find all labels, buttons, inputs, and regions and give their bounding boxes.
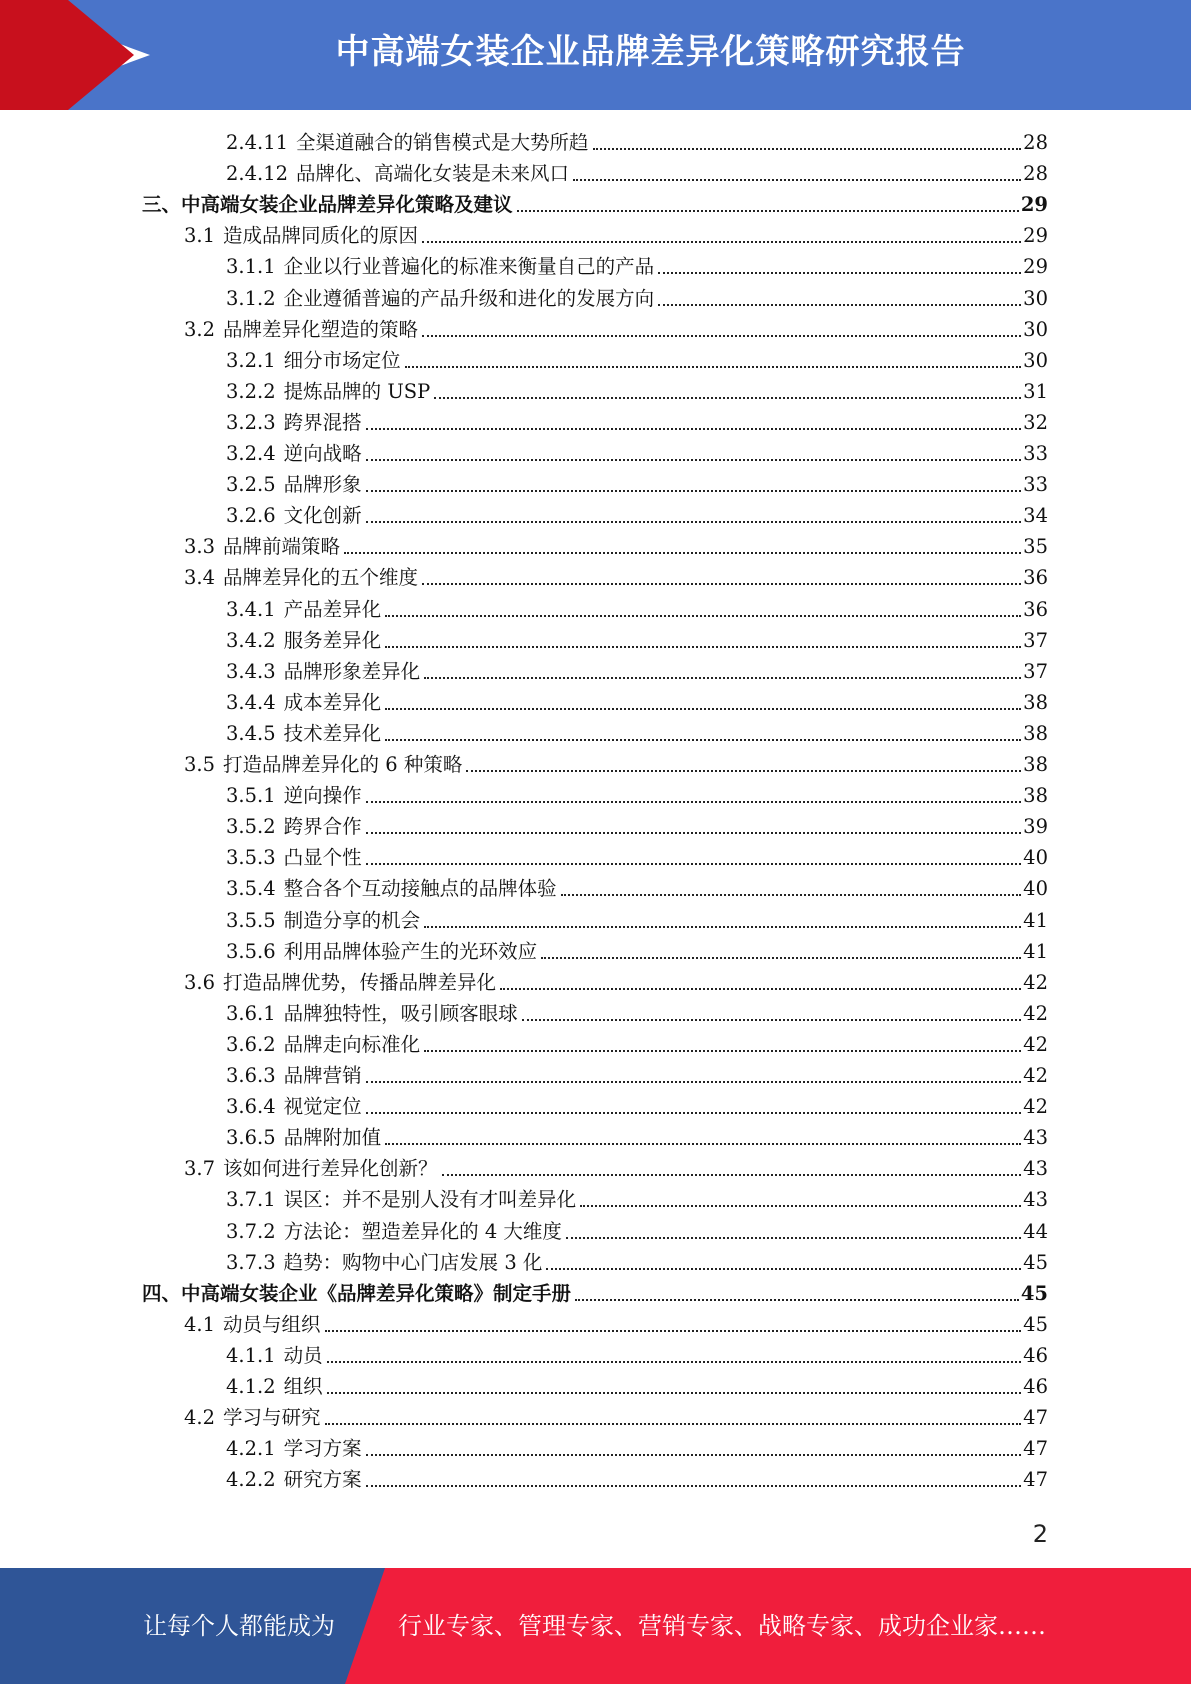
toc-entry-title: 学习与研究 (223, 1406, 321, 1430)
toc-entry-title: 品牌化、高端化女装是未来风口 (296, 162, 570, 186)
toc-entry-label (226, 780, 362, 811)
toc-dot-leader (366, 1112, 1022, 1114)
toc-dot-leader (522, 1019, 1022, 1021)
toc-dot-leader (658, 272, 1021, 274)
toc-entry-label (226, 1029, 420, 1060)
toc-entry[interactable] (226, 1060, 1048, 1091)
toc-entry-page: 39 (1023, 815, 1048, 839)
toc-dot-leader (366, 490, 1022, 492)
toc-entry-label (226, 1433, 362, 1464)
toc-entry[interactable] (142, 1278, 1048, 1309)
page-header (0, 0, 1191, 110)
toc-dot-leader (575, 1299, 1019, 1301)
toc-entry-number: 3.7.2 (226, 1219, 276, 1243)
toc-dot-leader (366, 1081, 1022, 1083)
toc-entry[interactable] (226, 905, 1048, 936)
toc-entry[interactable] (226, 687, 1048, 718)
toc-entry[interactable] (226, 469, 1048, 500)
toc-dot-leader (561, 894, 1022, 896)
page-footer (0, 1568, 1191, 1684)
toc-entry-title: 品牌独特性，吸引顾客眼球 (283, 1001, 518, 1025)
toc-entry[interactable] (184, 1153, 1048, 1184)
toc-entry-title: 三、中高端女装企业品牌差异化策略及建议 (142, 193, 513, 217)
toc-entry-title: 视觉定位 (283, 1095, 362, 1119)
toc-entry-number: 3.2.2 (226, 379, 276, 403)
footer-blue-diagonal (345, 1568, 385, 1684)
toc-entry-label (226, 594, 381, 625)
toc-entry-title: 成本差异化 (283, 690, 382, 714)
toc-entry-title: 跨界混搭 (283, 410, 362, 434)
toc-entry-page: 41 (1023, 939, 1048, 963)
toc-entry-number: 3.6.3 (226, 1064, 276, 1087)
toc-entry-page: 36 (1023, 566, 1048, 590)
toc-entry-title: 制造分享的机会 (283, 908, 421, 932)
toc-entry[interactable] (226, 842, 1048, 873)
toc-entry[interactable] (226, 780, 1048, 811)
toc-entry-title: 品牌附加值 (283, 1126, 382, 1150)
toc-entry-number: 3.5.2 (226, 815, 276, 839)
toc-entry-title: 服务差异化 (283, 628, 382, 652)
toc-entry-number: 3.2.4 (226, 442, 276, 465)
toc-entry[interactable] (226, 1340, 1048, 1371)
toc-entry-title: 品牌营销 (283, 1064, 362, 1087)
toc-entry[interactable] (226, 407, 1048, 438)
toc-entry-label (226, 842, 362, 873)
toc-entry-number: 3.6 (184, 970, 216, 994)
toc-entry[interactable] (184, 531, 1048, 562)
footer-slogan-left: 让每个人都能成为 (143, 1612, 335, 1640)
toc-dot-leader (344, 552, 1021, 554)
toc-entry[interactable] (226, 376, 1048, 407)
toc-entry-title: 品牌走向标准化 (283, 1032, 421, 1056)
toc-dot-leader (422, 335, 1021, 337)
toc-entry-title: 文化创新 (283, 504, 362, 528)
toc-entry-page: 30 (1023, 286, 1048, 310)
toc-entry-title: 品牌差异化的五个维度 (223, 566, 419, 590)
toc-entry-number: 3.6.4 (226, 1095, 276, 1119)
toc-entry-page: 43 (1023, 1157, 1048, 1181)
toc-entry-number: 3.7 (184, 1157, 216, 1181)
toc-dot-leader (366, 459, 1022, 461)
toc-entry-label (226, 718, 381, 749)
toc-entry[interactable] (226, 1216, 1048, 1247)
toc-entry-title: 细分市场定位 (283, 348, 401, 372)
toc-entry-label (226, 905, 420, 936)
toc-entry-number: 3.6.5 (226, 1126, 276, 1150)
toc-entry-label (184, 1153, 438, 1184)
toc-entry-page: 47 (1023, 1437, 1048, 1461)
toc-dot-leader (658, 304, 1021, 306)
toc-entry[interactable] (226, 998, 1048, 1029)
toc-entry[interactable] (226, 251, 1048, 282)
toc-entry-page: 37 (1023, 659, 1048, 683)
toc-entry-page: 42 (1023, 1032, 1048, 1056)
toc-entry[interactable] (226, 1091, 1048, 1122)
toc-entry-page: 47 (1023, 1468, 1048, 1492)
toc-entry-page: 44 (1023, 1219, 1048, 1243)
toc-entry-page: 45 (1023, 1250, 1048, 1274)
toc-entry-label (226, 1340, 323, 1371)
toc-entry-title: 研究方案 (283, 1468, 362, 1492)
toc-dot-leader (325, 1423, 1022, 1425)
toc-dot-leader (405, 366, 1022, 368)
toc-entry-number: 4.2.2 (226, 1468, 276, 1492)
toc-dot-leader (424, 926, 1021, 928)
toc-entry-page: 38 (1023, 784, 1048, 808)
toc-entry-label (226, 625, 381, 656)
toc-entry-label (226, 1247, 542, 1278)
toc-dot-leader (385, 739, 1021, 741)
toc-entry[interactable] (226, 1371, 1048, 1402)
toc-entry-page: 38 (1023, 721, 1048, 745)
toc-entry-page: 46 (1023, 1343, 1048, 1367)
toc-entry-title: 企业以行业普遍化的标准来衡量自己的产品 (283, 255, 655, 279)
toc-entry-page: 29 (1020, 193, 1048, 217)
toc-entry-number: 3.4.3 (226, 659, 276, 683)
toc-entry-title: 利用品牌体验产生的光环效应 (283, 939, 538, 963)
toc-entry-title: 企业遵循普遍的产品升级和进化的发展方向 (283, 286, 655, 310)
toc-dot-leader (442, 1174, 1022, 1176)
toc-dot-leader (424, 1050, 1021, 1052)
toc-entry[interactable] (226, 345, 1048, 376)
toc-entry-number: 3.1.1 (226, 255, 276, 279)
toc-entry-label (184, 314, 418, 345)
toc-entry-title: 打造品牌差异化的 6 种策略 (223, 753, 463, 776)
toc-entry-label (226, 283, 654, 314)
toc-entry-number: 3.5.5 (226, 908, 276, 932)
toc-entry-label (226, 656, 420, 687)
toc-dot-leader (566, 1237, 1021, 1239)
toc-entry-number: 3.4 (184, 566, 216, 590)
toc-entry-label (226, 469, 362, 500)
toc-dot-leader (327, 1392, 1022, 1394)
toc-entry[interactable] (226, 1433, 1048, 1464)
toc-entry-title: 整合各个互动接触点的品牌体验 (283, 877, 557, 901)
header-red-block (0, 0, 68, 110)
toc-dot-leader (366, 428, 1022, 430)
toc-entry-number: 3.5.1 (226, 784, 276, 808)
toc-entry[interactable] (226, 811, 1048, 842)
toc-entry-page: 42 (1023, 1064, 1048, 1087)
toc-entry-number: 3.2 (184, 317, 216, 341)
toc-entry-label (226, 251, 654, 282)
toc-entry[interactable] (184, 749, 1048, 780)
toc-entry-label (184, 1402, 321, 1433)
toc-entry-title: 跨界合作 (283, 815, 362, 839)
toc-entry-label (226, 345, 401, 376)
toc-entry-number: 4.1.2 (226, 1375, 276, 1398)
toc-entry-title: 品牌形象 (283, 473, 362, 497)
toc-entry-number: 3.4.1 (226, 597, 276, 621)
toc-entry-number: 3.5.4 (226, 877, 276, 901)
toc-dot-leader (500, 988, 1021, 990)
toc-dot-leader (466, 770, 1021, 772)
toc-dot-leader (366, 1454, 1022, 1456)
toc-entry-title: 造成品牌同质化的原因 (223, 224, 419, 248)
toc-entry-number: 3.1.2 (226, 286, 276, 310)
toc-entry-page: 33 (1023, 442, 1048, 465)
toc-entry-label (226, 376, 430, 407)
toc-entry[interactable] (184, 1309, 1048, 1340)
toc-entry[interactable] (226, 1247, 1048, 1278)
toc-dot-leader (325, 1330, 1022, 1332)
toc-entry-label (226, 873, 557, 904)
toc-entry[interactable] (226, 594, 1048, 625)
toc-entry-number: 2.4.12 (226, 162, 289, 186)
toc-entry-page: 40 (1023, 846, 1048, 870)
toc-entry-label (226, 438, 362, 469)
toc-dot-leader (385, 708, 1021, 710)
toc-entry-page: 32 (1023, 410, 1048, 434)
toc-entry-label (184, 531, 340, 562)
toc-entry[interactable] (226, 718, 1048, 749)
toc-entry-page: 42 (1023, 970, 1048, 994)
toc-entry-number: 3.2.6 (226, 504, 276, 528)
toc-entry-page: 40 (1023, 877, 1048, 901)
toc-entry-page: 29 (1023, 224, 1048, 248)
toc-dot-leader (327, 1361, 1022, 1363)
toc-entry-number: 3.2.5 (226, 473, 276, 497)
toc-entry-label (142, 1278, 571, 1309)
toc-entry-page: 28 (1023, 162, 1048, 186)
toc-entry-label (226, 127, 589, 158)
toc-entry[interactable] (226, 873, 1048, 904)
toc-entry-page: 36 (1023, 597, 1048, 621)
toc-entry-number: 3.5.6 (226, 939, 276, 963)
toc-entry-number: 3.6.1 (226, 1001, 276, 1025)
toc-dot-leader (573, 179, 1021, 181)
toc-dot-leader (366, 801, 1022, 803)
toc-entry-number: 3.4.2 (226, 628, 276, 652)
toc-entry-title: 方法论：塑造差异化的 4 大维度 (283, 1219, 562, 1243)
toc-entry-number: 3.4.5 (226, 721, 276, 745)
toc-entry-page: 42 (1023, 1001, 1048, 1025)
toc-entry-label (226, 407, 362, 438)
toc-entry-label (226, 811, 362, 842)
toc-dot-leader (366, 832, 1022, 834)
toc-entry-label (226, 500, 362, 531)
toc-entry-page: 38 (1023, 753, 1048, 776)
toc-entry-page: 45 (1020, 1281, 1048, 1305)
toc-entry[interactable] (226, 656, 1048, 687)
toc-entry-page: 31 (1023, 379, 1048, 403)
toc-entry-title: 全渠道融合的销售模式是大势所趋 (296, 131, 589, 154)
toc-entry-number: 3.5 (184, 753, 216, 776)
header-arrow-icon (68, 0, 134, 110)
toc-entry[interactable] (226, 500, 1048, 531)
toc-entry-number: 2.4.11 (226, 131, 289, 154)
toc-entry-label (184, 562, 418, 593)
toc-entry-title: 学习方案 (283, 1437, 362, 1461)
toc-entry-page: 28 (1023, 131, 1048, 154)
toc-entry[interactable] (184, 1402, 1048, 1433)
toc-entry-page: 30 (1023, 317, 1048, 341)
toc-entry-number: 4.2.1 (226, 1437, 276, 1461)
toc-entry-page: 47 (1023, 1406, 1048, 1430)
toc-entry-label (184, 220, 418, 251)
toc-entry-number: 3.1 (184, 224, 216, 248)
toc-entry-page: 33 (1023, 473, 1048, 497)
toc-entry[interactable] (226, 1122, 1048, 1153)
toc-entry-page: 30 (1023, 348, 1048, 372)
toc-entry[interactable] (184, 314, 1048, 345)
toc-dot-leader (385, 1143, 1021, 1145)
toc-dot-leader (366, 1485, 1022, 1487)
footer-slogan-right: 行业专家、管理专家、营销专家、战略专家、成功企业家…… (398, 1612, 1046, 1640)
toc-entry-label (226, 1060, 362, 1091)
toc-entry-number: 3.3 (184, 535, 216, 559)
toc-entry[interactable] (226, 127, 1048, 158)
toc-entry-number: 4.2 (184, 1406, 216, 1430)
toc-entry-label (184, 1309, 321, 1340)
toc-entry-title: 品牌形象差异化 (283, 659, 421, 683)
toc-entry-label (226, 1091, 362, 1122)
toc-entry-label (184, 749, 462, 780)
toc-entry-label (142, 189, 513, 220)
toc-entry-number: 3.6.2 (226, 1032, 276, 1056)
toc-entry-number: 3.2.3 (226, 410, 276, 434)
toc-dot-leader (593, 148, 1022, 150)
toc-entry-title: 该如何进行差异化创新？ (223, 1157, 438, 1181)
toc-entry-number: 3.7.3 (226, 1250, 276, 1274)
toc-entry-page: 38 (1023, 690, 1048, 714)
toc-entry-page: 37 (1023, 628, 1048, 652)
toc-entry[interactable] (226, 936, 1048, 967)
toc-dot-leader (424, 677, 1021, 679)
toc-entry[interactable] (226, 1029, 1048, 1060)
toc-entry-title: 组织 (283, 1375, 323, 1398)
toc-entry-number: 3.4.4 (226, 690, 276, 714)
toc-entry-label (226, 687, 381, 718)
toc-entry-label (226, 1122, 381, 1153)
toc-entry-page: 45 (1023, 1312, 1048, 1336)
toc-dot-leader (541, 957, 1021, 959)
toc-entry-page: 29 (1023, 255, 1048, 279)
toc-entry-label (184, 967, 496, 998)
page-number: 2 (1032, 1520, 1048, 1548)
toc-entry-number: 3.7.1 (226, 1188, 276, 1212)
toc-entry-title: 品牌差异化塑造的策略 (223, 317, 419, 341)
toc-entry-page: 43 (1023, 1126, 1048, 1150)
toc-entry-page: 34 (1023, 504, 1048, 528)
toc-entry-label (226, 1216, 562, 1247)
toc-entry[interactable] (226, 283, 1048, 314)
toc-entry-title: 趋势：购物中心门店发展 3 化 (283, 1250, 543, 1274)
toc-entry[interactable] (184, 220, 1048, 251)
toc-entry-label (226, 1184, 576, 1215)
toc-entry-title: 产品差异化 (283, 597, 382, 621)
toc-dot-leader (385, 646, 1021, 648)
toc-entry-title: 四、中高端女装企业《品牌差异化策略》制定手册 (142, 1281, 572, 1305)
toc-entry[interactable] (226, 625, 1048, 656)
toc-entry-title: 品牌前端策略 (223, 535, 341, 559)
toc-dot-leader (546, 1268, 1021, 1270)
toc-entry-page: 43 (1023, 1188, 1048, 1212)
toc-entry-title: 逆向操作 (283, 784, 362, 808)
toc-entry-title: 凸显个性 (283, 846, 362, 870)
toc-entry-label (226, 936, 537, 967)
toc-entry[interactable] (226, 1464, 1048, 1495)
toc-entry-label (226, 1371, 323, 1402)
toc-dot-leader (580, 1205, 1021, 1207)
toc-entry-title: 提炼品牌的 USP (283, 379, 431, 403)
toc-entry-page: 35 (1023, 535, 1048, 559)
toc-entry-number: 4.1 (184, 1312, 216, 1336)
toc-entry-title: 误区：并不是别人没有才叫差异化 (283, 1188, 577, 1212)
toc-entry[interactable] (184, 967, 1048, 998)
toc-dot-leader (366, 521, 1022, 523)
toc-entry-number: 3.2.1 (226, 348, 276, 372)
toc-entry-label (226, 998, 518, 1029)
toc-entry-page: 46 (1023, 1375, 1048, 1398)
toc-entry[interactable] (226, 438, 1048, 469)
toc-entry[interactable] (184, 562, 1048, 593)
toc-dot-leader (385, 615, 1021, 617)
toc-dot-leader (366, 863, 1022, 865)
toc-entry-page: 41 (1023, 908, 1048, 932)
toc-dot-leader (517, 210, 1019, 212)
toc-entry-page: 42 (1023, 1095, 1048, 1119)
toc-entry-label (226, 158, 569, 189)
toc-dot-leader (422, 583, 1021, 585)
toc-entry[interactable] (226, 1184, 1048, 1215)
toc-entry-number: 4.1.1 (226, 1343, 276, 1367)
toc-entry[interactable] (142, 189, 1048, 220)
toc-entry-title: 打造品牌优势，传播品牌差异化 (223, 970, 497, 994)
toc-entry[interactable] (226, 158, 1048, 189)
toc-dot-leader (422, 241, 1021, 243)
toc-entry-title: 逆向战略 (283, 442, 362, 465)
toc-entry-label (226, 1464, 362, 1495)
toc-entry-title: 动员 (283, 1343, 323, 1367)
report-title: 中高端女装企业品牌差异化策略研究报告 (335, 32, 966, 72)
toc-entry-title: 动员与组织 (223, 1312, 321, 1336)
toc-entry-title: 技术差异化 (283, 721, 382, 745)
toc-entry-number: 3.5.3 (226, 846, 276, 870)
toc-dot-leader (434, 397, 1021, 399)
